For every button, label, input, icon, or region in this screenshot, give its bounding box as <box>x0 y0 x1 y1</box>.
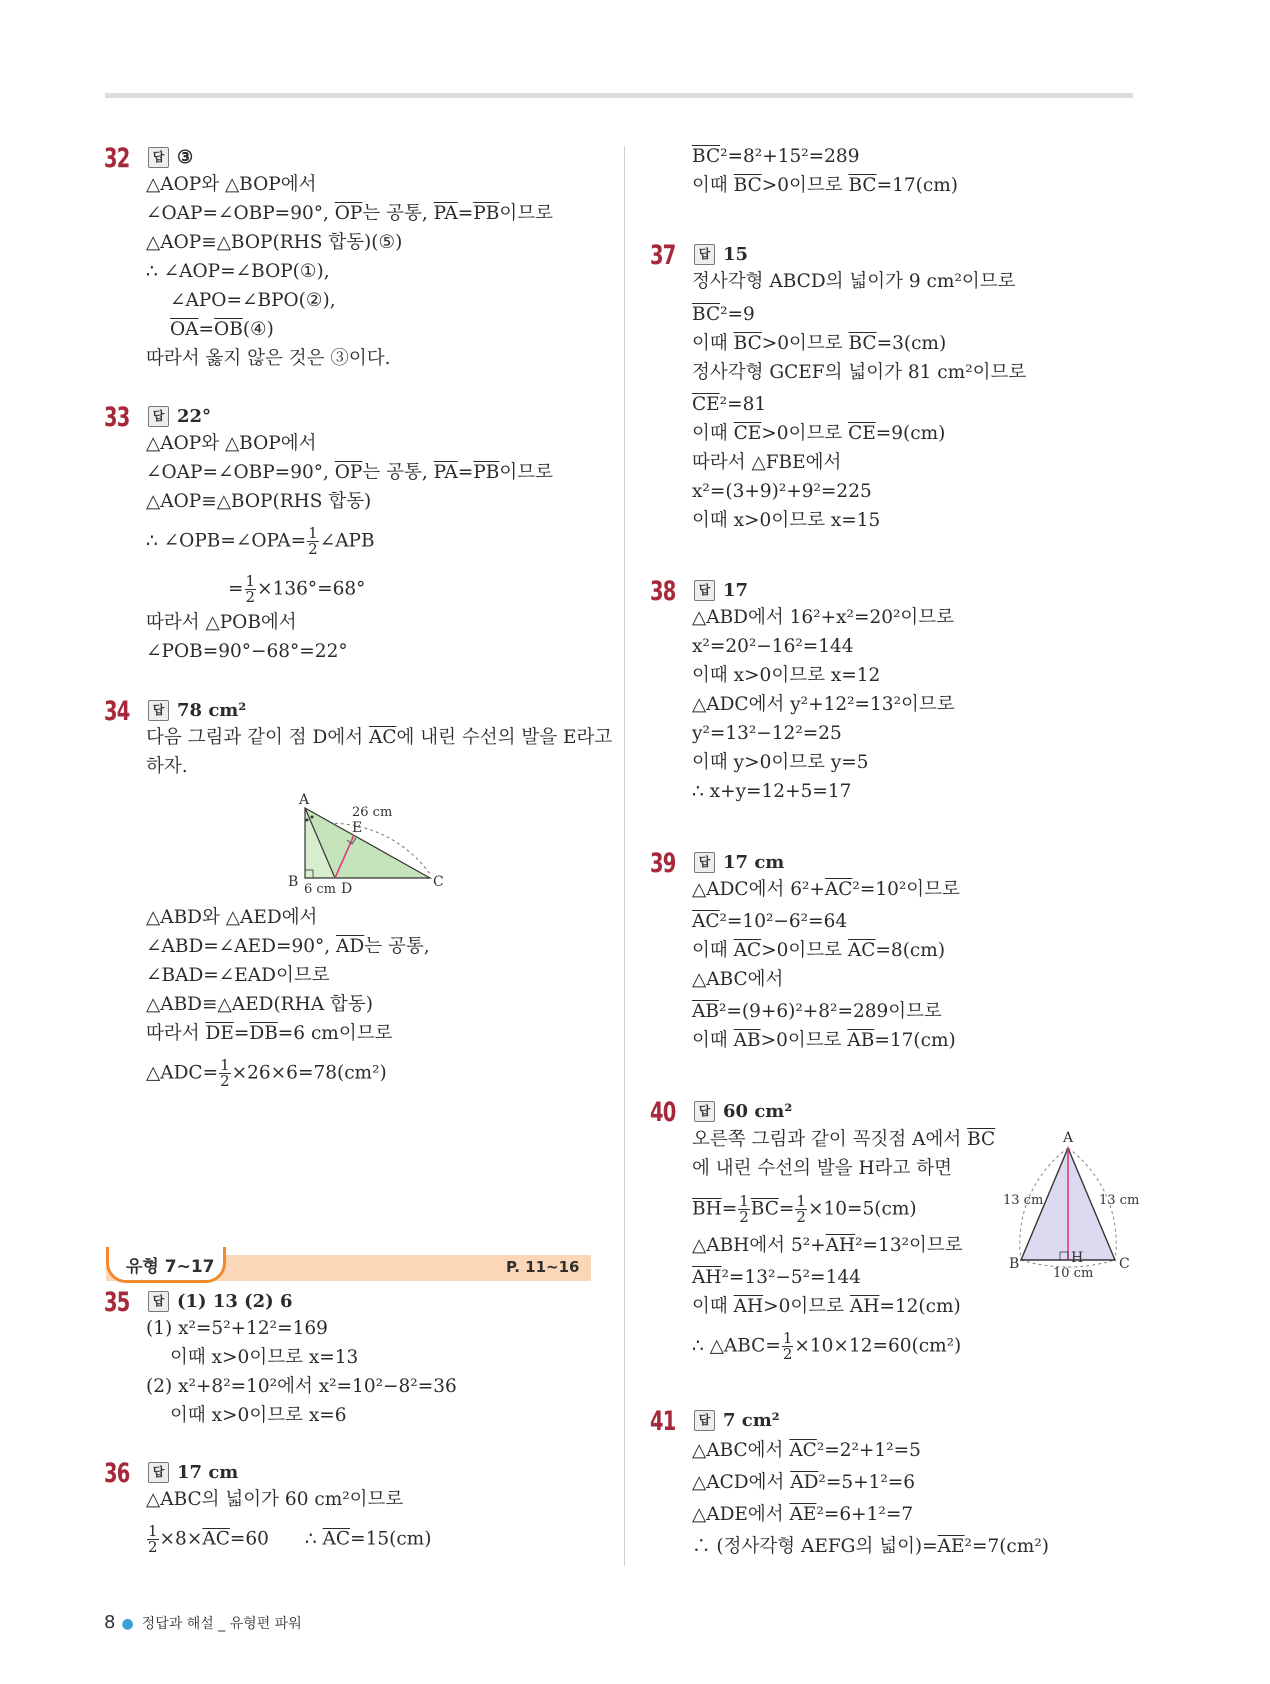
label-a: A <box>299 792 310 808</box>
problem-number-40: 40 <box>650 1097 676 1128</box>
label-c: C <box>1119 1256 1130 1272</box>
line: △ABC에서 $\overline{AC}^2=2^2+1^2=5$ <box>692 1440 921 1461</box>
line: $\overline{OA}=\overline{OB}(④)$ <box>170 319 274 340</box>
answer-34: 답 78 cm² <box>148 700 246 721</box>
answer-badge: 답 <box>148 406 169 427</box>
problem-number-41: 41 <box>650 1406 676 1437</box>
answer-38: 답 17 <box>694 580 748 601</box>
line: $\overline{BC}^2=8^2+15^2=289$ <box>692 146 860 167</box>
line: 정사각형 GCEF의 넓이가 81 cm²이므로 <box>692 362 1027 383</box>
line: 하자. <box>146 756 188 777</box>
triangle-figure-34 <box>285 782 455 897</box>
line: ∴ △ABC= $\frac{1}{2}$ ×10×12=60(cm²) <box>692 1329 962 1363</box>
line: △ACD에서 $\overline{AD}^2=5+1^2=6$ <box>692 1472 916 1493</box>
line: 이때 $\overline{CE}>0$이므로 $\overline{CE}=9(cm)$ <box>692 423 946 444</box>
line: 따라서 △POB에서 <box>146 612 297 633</box>
answer-37: 답 15 <box>694 244 748 265</box>
problem-number-37: 37 <box>650 240 676 271</box>
line: x²=(3+9)²+9²=225 <box>692 481 872 502</box>
line: 다음 그림과 같이 점 D에서 $\overline{AC}$에 내린 수선의 발을 E라고 <box>146 727 613 748</box>
label-10cm: 10 cm <box>1053 1266 1094 1278</box>
label-h: H <box>1071 1250 1084 1266</box>
line: △ABD≡△AED(RHA 합동) <box>146 994 373 1015</box>
fraction: $\frac{1}{2}$ <box>308 524 318 558</box>
line: 따라서 $\overline{DE}=\overline{DB}=6$ cm이므로 <box>146 1023 393 1044</box>
line: △ADE에서 $\overline{AE}^2=6+1^2=7$ <box>692 1504 914 1525</box>
line: 이때 $\overline{AC}>0$이므로 $\overline{AC}=8(cm)$ <box>692 940 946 961</box>
fraction: $\frac{1}{2}$ <box>782 1329 793 1363</box>
label-6cm: 6 cm <box>304 882 337 897</box>
answer-badge: 답 <box>694 1101 715 1122</box>
line: 따라서 옳지 않은 것은 ③이다. <box>146 348 391 369</box>
line: $\overline{AH}^2=13^2-5^2=144$ <box>692 1267 861 1288</box>
problem-number-33: 33 <box>104 402 130 433</box>
line: 이때 y>0이므로 y=5 <box>692 752 869 773</box>
line: y²=13²−12²=25 <box>692 723 842 744</box>
answer-badge: 답 <box>694 244 715 265</box>
angle-mark <box>306 819 309 822</box>
line: x²=20²−16²=144 <box>692 636 854 657</box>
line: 이때 x>0이므로 x=13 <box>170 1347 359 1368</box>
problem-number-35: 35 <box>104 1287 130 1318</box>
line: △ADC에서 y²+12²=13²이므로 <box>692 694 955 715</box>
bullet-dot: ● <box>121 1616 134 1632</box>
line: 오른쪽 그림과 같이 꼭짓점 A에서 $\overline{BC}$ <box>692 1129 996 1150</box>
answer-32: 답 ③ <box>148 147 193 168</box>
label-13cm-right: 13 cm <box>1099 1193 1140 1208</box>
answer-35: 답 (1) 13 (2) 6 <box>148 1291 293 1312</box>
line: ∠ABD=∠AED=90°, $\overline{AD}$는 공통, <box>146 936 430 957</box>
line: (2) x²+8²=10²에서 x²=10²−8²=36 <box>146 1376 457 1397</box>
fraction: $\frac{1}{2}$ <box>796 1192 806 1226</box>
answer-badge: 답 <box>148 700 169 721</box>
line: 이때 $\overline{AB}>0$이므로 $\overline{AB}=17(cm)$ <box>692 1030 956 1051</box>
label-d: D <box>341 881 353 897</box>
line: 정사각형 ABCD의 넓이가 9 cm²이므로 <box>692 271 1016 292</box>
line: △ABH에서 $5^2+\overline{AH}^2=13^2$이므로 <box>692 1235 963 1256</box>
answer-40: 답 60 cm² <box>694 1101 792 1122</box>
line: 이때 $\overline{BC}>0$이므로 $\overline{BC}=17(cm)$ <box>692 175 958 196</box>
line: ∴ x+y=12+5=17 <box>692 781 852 802</box>
line: △ADC= $\frac{1}{2}$ ×26×6=78(cm²) <box>146 1056 387 1090</box>
line: ∴ (정사각형 AEFG의 넓이)$=\overline{AE}^2=7(cm^2)$ <box>692 1536 1049 1557</box>
line: △ABC의 넓이가 60 cm²이므로 <box>146 1489 404 1510</box>
line: ∠OAP=∠OBP=90°, $\overline{OP}$는 공통, $\overline{PA}=\overline{PB}$이므로 <box>146 203 553 224</box>
line: ∠OAP=∠OBP=90°, $\overline{OP}$는 공통, $\overline{PA}=\overline{PB}$이므로 <box>146 462 553 483</box>
line: △ABD에서 16²+x²=20²이므로 <box>692 607 955 628</box>
label-b: B <box>1009 1256 1020 1272</box>
line: ∠POB=90°−68°=22° <box>146 641 348 662</box>
problem-number-32: 32 <box>104 143 130 174</box>
line: $\overline{BC}^2=9$ <box>692 304 755 325</box>
line: △ABD와 △AED에서 <box>146 907 318 928</box>
fraction: $\frac{1}{2}$ <box>245 572 256 606</box>
column-divider <box>624 146 625 1566</box>
problem-number-34: 34 <box>104 696 130 727</box>
top-rule <box>105 93 1133 98</box>
line: $\overline{BH}=$ $\frac{1}{2}$ $\overline{BC}=$ $\frac{1}{2}$ ×10=5(cm) <box>692 1192 917 1226</box>
label-26cm: 26 cm <box>352 805 393 820</box>
page-footer <box>104 1612 302 1633</box>
answer-badge: 답 <box>148 1291 169 1312</box>
label-e: E <box>352 820 363 836</box>
line: 이때 $\overline{BC}>0$이므로 $\overline{BC}=3(cm)$ <box>692 333 947 354</box>
line: ∴ ∠OPB=∠OPA= $\frac{1}{2}$ ∠APB <box>146 524 375 558</box>
line: △ADC에서 $6^2+\overline{AC}^2=10^2$이므로 <box>692 879 960 900</box>
fraction: $\frac{1}{2}$ <box>220 1056 230 1090</box>
line: $\overline{CE}^2=81$ <box>692 394 767 415</box>
page-number: 8 <box>104 1612 116 1633</box>
section-banner-label: 유형 7~17 <box>126 1257 215 1277</box>
problem-number-39: 39 <box>650 848 676 879</box>
problem-number-36: 36 <box>104 1458 130 1489</box>
answer-badge: 답 <box>694 580 715 601</box>
isosceles-triangle-figure-40 <box>1003 1128 1143 1278</box>
answer-badge: 답 <box>694 852 715 873</box>
line: = $\frac{1}{2}$ ×136°=68° <box>228 572 366 606</box>
answer-badge: 답 <box>148 1462 169 1483</box>
answer-33: 답 22° <box>148 406 211 427</box>
line: (1) x²=5²+12²=169 <box>146 1318 328 1339</box>
line: 에 내린 수선의 발을 H라고 하면 <box>692 1158 952 1179</box>
fraction: $\frac{1}{2}$ <box>739 1192 749 1226</box>
answer-41: 답 7 cm² <box>694 1410 780 1431</box>
angle-mark <box>311 816 314 819</box>
section-banner-pages: P. 11~16 <box>506 1258 580 1276</box>
label-13cm-left: 13 cm <box>1003 1193 1044 1208</box>
line: $\overline{AB}^2=(9+6)^2+8^2=289$이므로 <box>692 1001 942 1022</box>
line: ∴ ∠AOP=∠BOP(①), <box>146 261 330 282</box>
line: △AOP와 △BOP에서 <box>146 433 317 454</box>
fraction: $\frac{1}{2}$ <box>148 1522 158 1556</box>
line: $\overline{AC}^2=10^2-6^2=64$ <box>692 911 848 932</box>
answer-36: 답 17 cm <box>148 1462 238 1483</box>
line: △AOP≡△BOP(RHS 합동)(⑤) <box>146 232 403 253</box>
line: ∠BAD=∠EAD이므로 <box>146 965 330 986</box>
answer-badge: 답 <box>148 147 169 168</box>
footer-title: 정답과 해설 _ 유형편 파워 <box>141 1616 302 1632</box>
answer-39: 답 17 cm <box>694 852 784 873</box>
problem-number-38: 38 <box>650 576 676 607</box>
line: 이때 x>0이므로 x=15 <box>692 510 881 531</box>
label-b: B <box>288 874 299 890</box>
line: ∠APO=∠BPO(②), <box>170 290 336 311</box>
line: 이때 x>0이므로 x=6 <box>170 1405 347 1426</box>
line: △ABC에서 <box>692 969 784 990</box>
line: 이때 x>0이므로 x=12 <box>692 665 881 686</box>
line: 따라서 △FBE에서 <box>692 452 842 473</box>
label-a: A <box>1063 1130 1074 1146</box>
line: △AOP≡△BOP(RHS 합동) <box>146 491 372 512</box>
line: △AOP와 △BOP에서 <box>146 174 317 195</box>
line: 이때 $\overline{AH}>0$이므로 $\overline{AH}=12(cm)$ <box>692 1296 961 1317</box>
answer-badge: 답 <box>694 1410 715 1431</box>
line: $\frac{1}{2}$ $\times 8\times\overline{AC}=60$ ∴ $\overline{AC}=15(cm)$ <box>148 1522 432 1556</box>
label-c: C <box>433 874 444 890</box>
